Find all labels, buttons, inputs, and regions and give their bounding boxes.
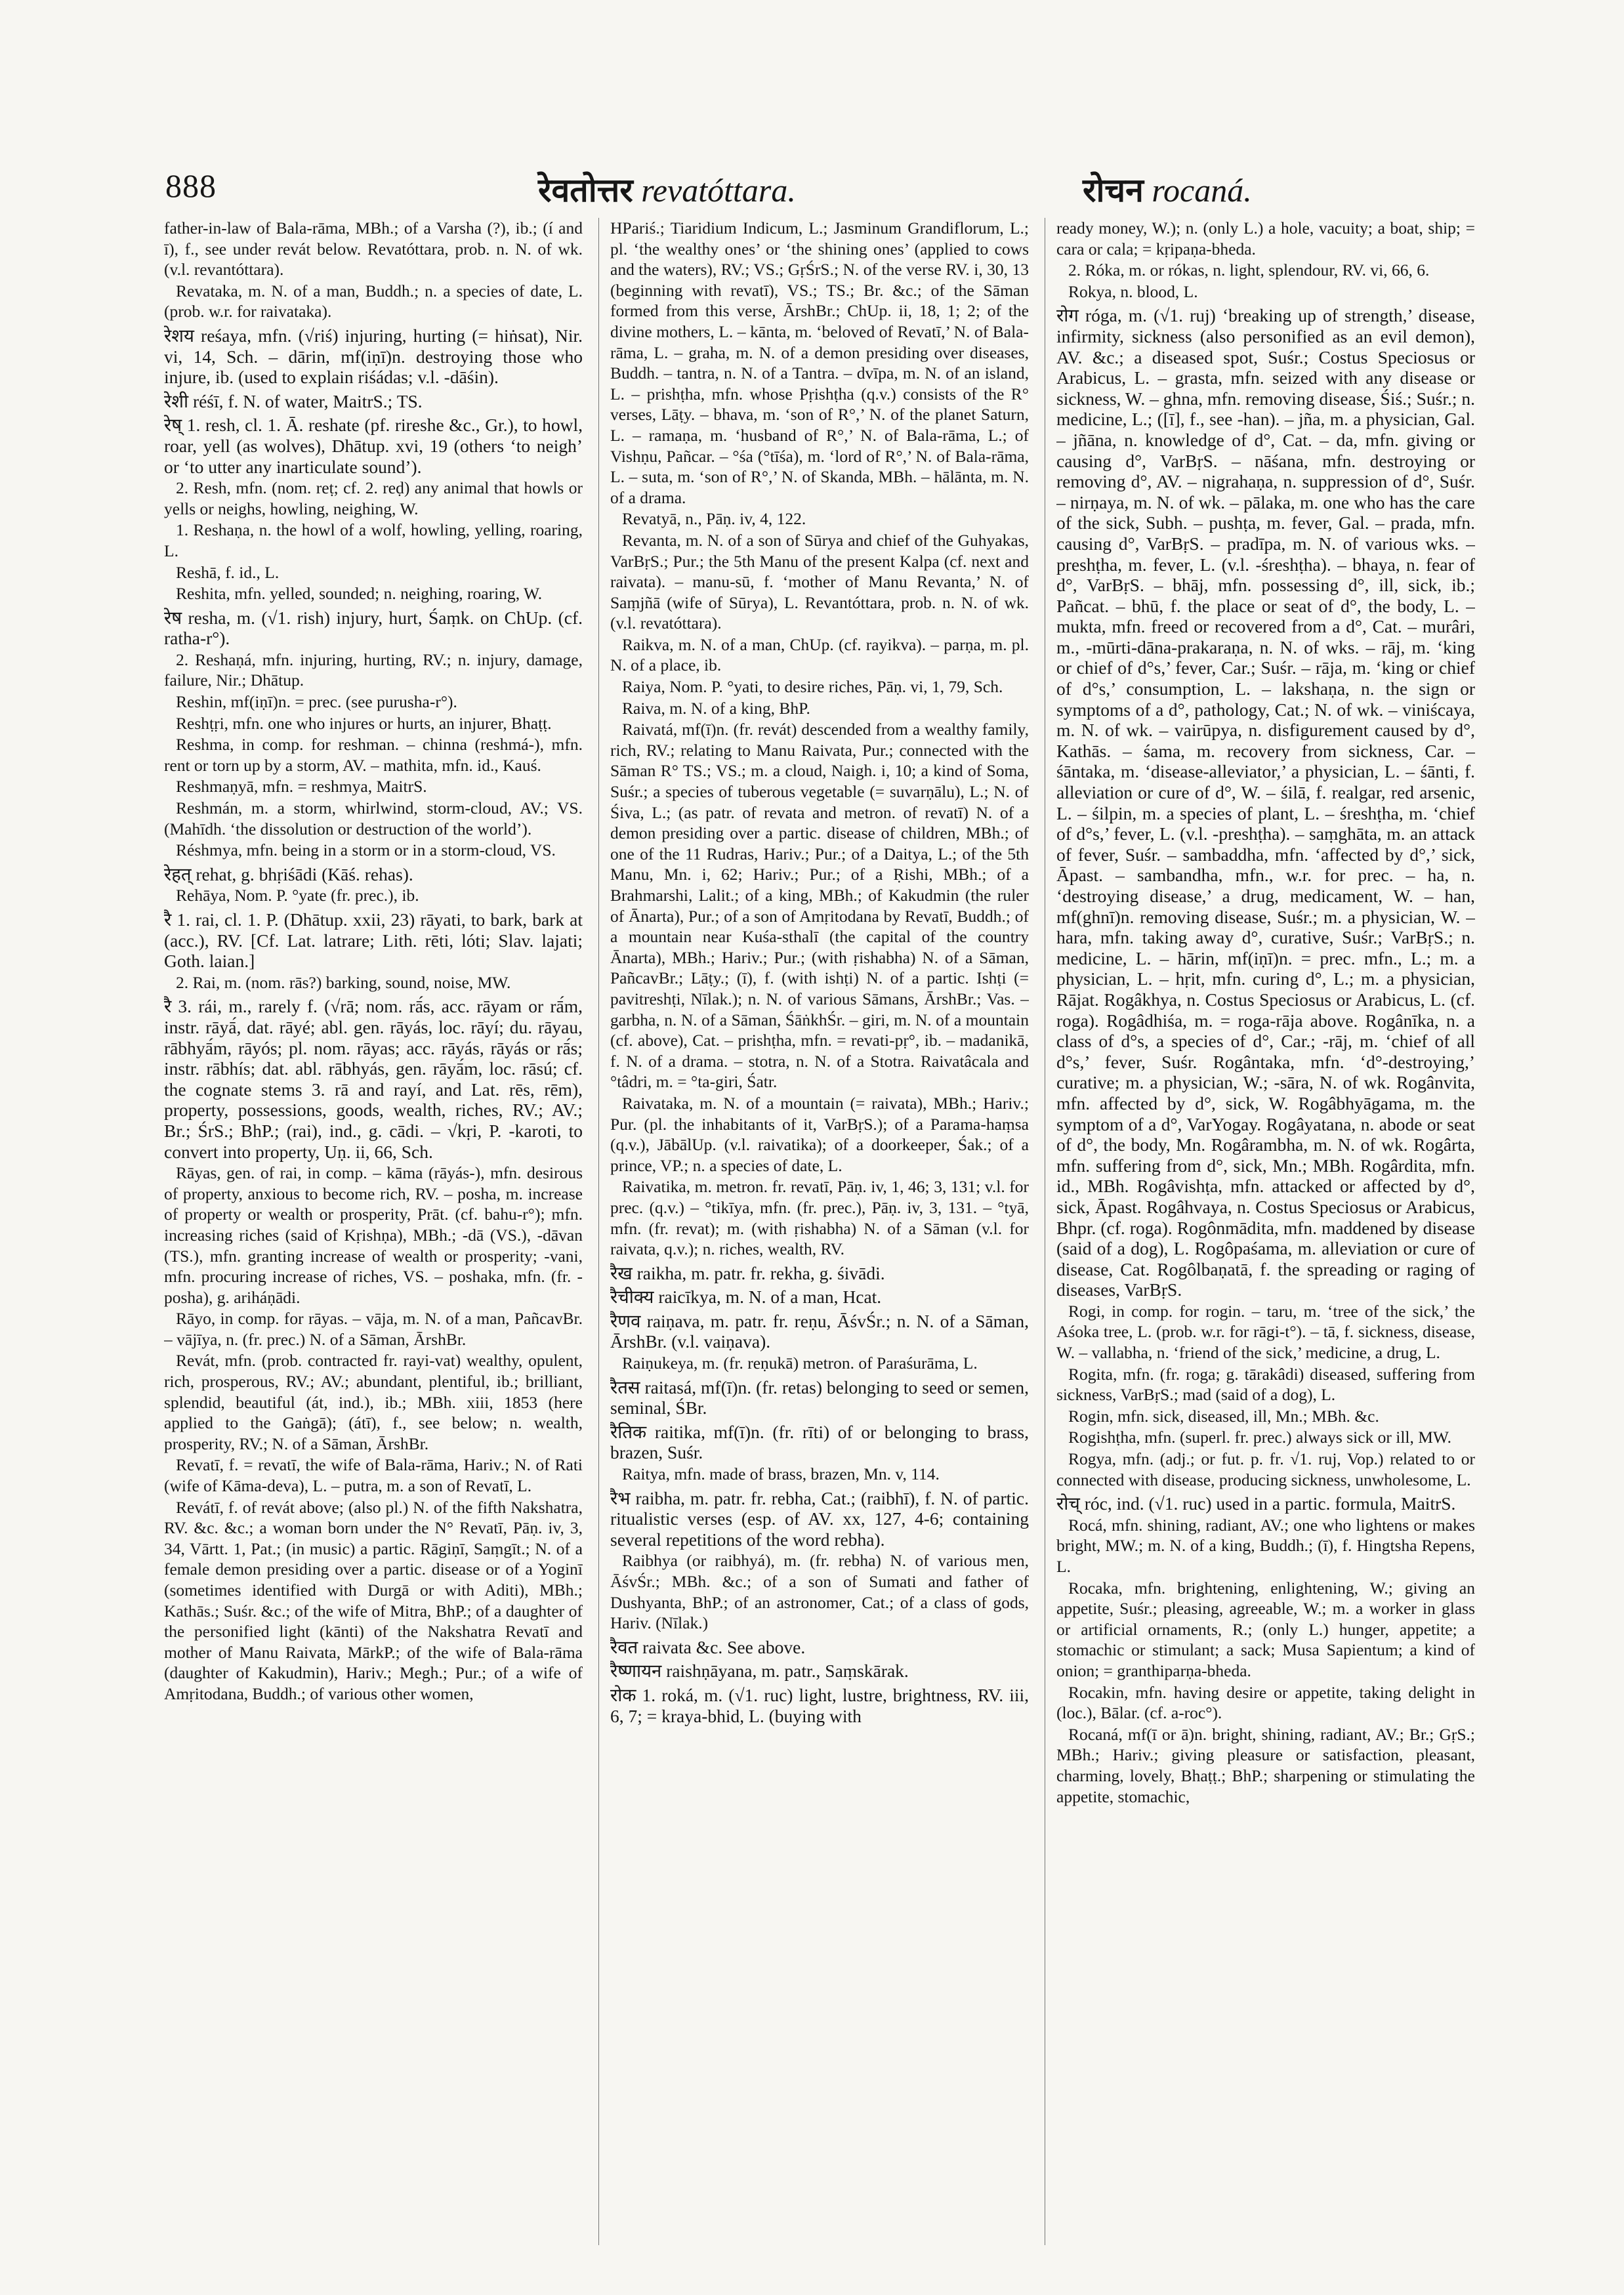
dictionary-entry: 2. Rai, m. (nom. rās?) barking, sound, noise, MW.: [176, 972, 511, 992]
header-right-romanized: rocaná.: [1152, 172, 1252, 209]
dictionary-entry: Rogita, mfn. (fr. roga; g. tārakâdi) diseased, suffering from sickness, VarBṛS.; mad (said of a dog), L.: [1056, 1364, 1475, 1405]
main-entry: रैष्णायन raishṇāyana, m. patr., Saṃskārak.: [610, 1661, 909, 1682]
dictionary-entry: 2. Reshaṇá, mfn. injuring, hurting, RV.; n. injury, damage, failure, Nir.; Dhātup.: [164, 650, 583, 690]
dictionary-entry: Réshmya, mfn. being in a storm or in a storm-cloud, VS.: [176, 840, 556, 860]
dictionary-entry: Rāyo, in comp. for rāyas. – vāja, m. N. of a man, PañcavBr. – vājīya, n. (fr. prec.) N. of a Sāman, ĀrshBr.: [164, 1309, 583, 1349]
dictionary-entry: Raiya, Nom. P. °yati, to desire riches, Pāṇ. vi, 1, 79, Sch.: [622, 677, 1003, 697]
main-entry: रैतस raitasá, mf(ī)n. (fr. retas) belonging to seed or semen, seminal, ŚBr.: [610, 1376, 1029, 1418]
dictionary-entry: Raitya, mfn. made of brass, brazen, Mn. v, 114.: [622, 1464, 940, 1484]
text-column-2: [610, 218, 1029, 2258]
main-entry: रोग róga, m. (√1. ruj) ‘breaking up of strength,’ disease, infirmity, sickness (also personified as an evil demon), AV. &c.; a diseased spot, Suśr.; Costus Speciosus or Arabicus, L. – grasta, mfn. seized with any disease or sickness, W. – ghna, mfn. removing disease, Śiś.; Suśr.; n. medicine, L.; ([ī], f., see -han). – jña, m. a physician, Gal. – jñāna, n. knowledge of d°, Cat. – da, mfn. giving or causing d°, VarBṛS. – nāśana, mfn. destroying or removing d°, AV. – nigrahaṇa, n. suppression of d°, Suśr. – nirṇaya, m. N. of wk. – pālaka, m. one who has the care of the sick, Subh. – pushṭa, m. fever, Gal. – prada, mfn. causing d°, VarBṛS. – pradīpa, m. N. of various wks. – preshṭha, m. fever, L. (v.l. -śreshṭha). – bhaya, n. fear of d°, VarBṛS. – bhāj, mfn. possessing d°, ill, sick, ib.; Pañcat. – bhū, f. the place or seat of d°, the body, L. – mukta, mfn. freed or recovered from a d°, Cat. – murâri, m., -mūrti-dāna-prakaraṇa, n. N. of wks. – rāj, m. ‘king or chief of d°s,’ fever, Car.; Suśr. – rāja, m. ‘king or chief of d°s,’ consumption, L. – lakshaṇa, n. the sign or symptoms of a d°, pathology, Cat.; N. of wk. – viniścaya, m. N. of wk. – vairūpya, n. disfigurement caused by d°, Kathās. – śama, m. recovery from sickness, Car. – śāntaka, m. ‘disease-alleviator,’ a physician, L. – śānti, f. alleviation or cure of d°, W. – śilā, f. realgar, red arsenic, L. – śilpin, m. a species of plant, L. – śreshṭha, m. ‘chief of d°s,’ fever, L. (v.l. -preshṭha). – saṃghāta, m. an attack of fever, Suśr. – sambaddha, mfn. ‘affected by d°,’ sick, Āpast. – sambandha, mfn., w.r. for prec. – ha, n. ‘destroying disease,’ a drug, medicament, W. – han, mf(ghnī)n. removing disease, Suśr.; m. a physician, W. – hara, mfn. taking away d°, curative, Suśr.; VarBṛS.; n. medicine, L. – hārin, mf(iṇī)n. = prec. mfn., L.; m. a physician, L. – hṛit, mfn. curing d°, L.; m. a physician, Rājat. Rogâkhya, n. Costus Speciosus or Arabicus, L. (cf. roga). Rogâdhiśa, m. = roga-rāja above. Rogânīka, n. a class of d°s, a species of d°, Car.; -rāj, m. ‘chief of all d°s,’ fever, Suśr. Rogântaka, mfn. ‘d°-destroying,’ curative; m. a physician, W.; -sāra, N. of wk. Rogânvita, mfn. affected by d°, sick, W. Rogâbhyāgama, m. the symptom of a d°, VarYogay. Rogâyatana, n. abode or seat of d°, the body, Mn. Rogârambha, m. N. of wk. Rogârta, mfn. suffering from d°, sick, Mn.; MBh. Rogârdita, mfn. id., MBh. Rogâvishṭa, mfn. attacked or affected by d°, sick, Āpast. Rogâhvaya, n. Costus Speciosus or Arabicus, Bhpr. (cf. roga). Rogônmādita, mfn. maddened by disease (said of a dog), L. Rogôpaśama, m. alleviation or cure of disease, Cat. Rogôlbaṇatā, f. the spreading or raging of diseases, VarBṛS.: [1056, 305, 1475, 1300]
dictionary-entry: Rocakin, mfn. having desire or appetite, taking delight in (loc.), Bālar. (cf. a-roc°).: [1056, 1682, 1475, 1723]
dictionary-entry: Reshmaṇyā, mfn. = reshmya, MaitrS.: [176, 777, 427, 796]
dictionary-entry: Reshma, in comp. for reshman. – chinna (reshmá-), mfn. rent or torn up by a storm, AV. – mathita, mfn. id., Kauś.: [164, 735, 583, 775]
dictionary-entry: Rokya, n. blood, L.: [1068, 281, 1198, 301]
dictionary-page: [164, 164, 1483, 2264]
main-entry: रेष resha, m. (√1. rish) injury, hurt, Śaṃk. on ChUp. (cf. ratha-r°).: [164, 607, 583, 649]
page-number: 888: [165, 167, 217, 204]
main-entry: रेष् 1. resh, cl. 1. Ā. reshate (pf. rireshe &c., Gr.), to howl, roar, yell (as wolves), Dhātup. xvi, 19 (others ‘to neigh’ or ‘to utter any inarticulate sound’).: [164, 415, 583, 477]
header-left-headword: [538, 167, 796, 211]
dictionary-entry: Rogya, mfn. (adj.; or fut. p. fr. √1. ruj, Vop.) related to or connected with disease, producing sickness, unwholesome, L.: [1056, 1449, 1475, 1489]
text-column-3: [1056, 218, 1475, 2258]
dictionary-entry: Reshā, f. id., L.: [176, 562, 280, 582]
header-left-devanagari: रेवतोत्तर: [538, 172, 633, 209]
main-entry: रोक 1. roká, m. (√1. ruc) light, lustre, brightness, RV. iii, 6, 7; = kraya-bhid, L. (buying with: [610, 1684, 1029, 1726]
dictionary-entry: Raivatá, mf(ī)n. (fr. revát) descended from a wealthy family, rich, RV.; relating to Manu Raivata, Pur.; connected with the Sāman R° TS.; VS.; m. a cloud, Naigh. i, 10; a kind of Soma, Suśr.; a species of tuberous vegetable (= suvarṇālu), L.; N. of Śiva, L.; (as patr. of revata and metron. of revatī) N. of a demon presiding over a partic. disease of children, MBh.; of one of the 11 Rudras, Hariv.; Pur.; of a Daitya, L.; of the 5th Manu, Mn. i, 62; Hariv.; Pur.; of a Ṛishi, MBh.; of a Brahmarshi, Lalit.; of a king, MBh.; of Kakudmin (the ruler of Ānarta), Pur.; of a son of Amṛitodana by Revatī, Buddh.; of a mountain near Kuśa-sthalī (the capital of the country Ānarta), MBh.; Hariv.; Pur.; (with ṛishabha) N. of a Sāman, PañcavBr.; Lāṭy.; (ī), f. (with ishṭi) N. of a partic. Ishṭi (= pavitreshṭi, Nīlak.); n. N. of various Sāmans, ĀrshBr.; Vas. – garbha, n. N. of a Sāman, ŚāṅkhŚr. – giri, m. N. of a mountain (cf. above), Cat. – prishṭha, mfn. = revati-pṛ°, ib. – madanikā, f. N. of a drama. – stotra, n. N. of a Stotra. Raivatâcala and °tâdri, m. = °ta-giri, Śatr.: [610, 720, 1029, 1092]
dictionary-entry: Reshmán, m. a storm, whirlwind, storm-cloud, AV.; VS. (Mahīdh. ‘the dissolution or destruction of the world’).: [164, 798, 583, 838]
dictionary-entry: Raikva, m. N. of a man, ChUp. (cf. rayikva). – parṇa, m. pl. N. of a place, ib.: [610, 634, 1029, 675]
main-entry: रेशी réśī, f. N. of water, MaitrS.; TS.: [164, 390, 423, 411]
dictionary-entry: Rocá, mfn. shining, radiant, AV.; one who lightens or makes bright, MW.; m. N. of a king, Buddh.; (ī), f. Hingtsha Repens, L.: [1056, 1515, 1475, 1576]
dictionary-entry: Reshita, mfn. yelled, sounded; n. neighing, roaring, W.: [176, 584, 543, 604]
main-entry: रैणव raiṇava, m. patr. fr. reṇu, ĀśvŚr.; n. N. of a Sāman, ĀrshBr. (v.l. vaiṇava).: [610, 1310, 1029, 1352]
dictionary-entry: Reshin, mf(iṇī)n. = prec. (see purusha-r°).: [176, 692, 457, 712]
dictionary-entry: Rehāya, Nom. P. °yate (fr. prec.), ib.: [176, 886, 419, 905]
dictionary-entry: HPariś.; Tiaridium Indicum, L.; Jasminum Grandiflorum, L.; pl. ‘the wealthy ones’ or ‘the shining ones’ (applied to cows and the waters), RV.; VS.; GṛŚrS.; N. of the verse RV. i, 30, 13 (beginning with revatī), VS.; TS.; Br. &c.; of the Sāman formed from this verse, ĀrshBr.; ChUp. ii, 18, 1; 2; of the divine mothers, L. – kānta, m. ‘beloved of Revatī,’ N. of Bala-rāma, L. – graha, m. N. of a demon presiding over diseases, Buddh. – tantra, n. N. of a Tantra. – dvīpa, m. N. of an island, L. – prishṭha, mfn. whose Pṛishṭha (q.v.) consists of the R° verses, Lāṭy. – bhava, m. ‘son of R°,’ N. of the planet Saturn, L. – ramaṇa, m. ‘husband of R°,’ N. of Bala-rāma, L.; of Vishṇu, Pañcar. – °śa (°tīśa), m. ‘lord of R°,’ N. of Bala-rāma, L. – suta, m. ‘son of R°,’ N. of Skanda, MBh. – hālānta, m. N. of a drama.: [610, 218, 1029, 507]
main-entry: रेहत् rehat, g. bhṛiśādi (Kāś. rehas).: [164, 863, 413, 884]
main-entry: रोच् róc, ind. (√1. ruc) used in a partic. formula, MaitrS.: [1056, 1493, 1456, 1514]
main-entry: रैतिक raitika, mf(ī)n. (fr. rīti) of or belonging to brass, brazen, Suśr.: [610, 1421, 1029, 1463]
main-entry: रैख raikha, m. patr. fr. rekha, g. śivādi.: [610, 1262, 885, 1283]
column-divider: [598, 218, 599, 2245]
dictionary-entry: Revátī, f. of revát above; (also pl.) N. of the fifth Nakshatra, RV. &c. &c.; a woman born under the N° Revatī, Pāṇ. iv, 3, 34, Vārtt. 1, Pat.; (in music) a partic. Rāgiṇī, Saṃgīt.; N. of a female demon presiding over a partic. disease or of a Yoginī (sometimes identified with Durgā or with Aditi), MBh.; Kathās.; Suśr. &c.; of the wife of Mitra, BhP.; of a daughter of the personified light (kānti) of the Nakshatra Revatī and mother of Manu Raivata, MārkP.; of the wife of Bala-rāma (daughter of Kakudmin), Hariv.; Megh.; Pur.; of a wife of Amṛitodana, Buddh.; of various other women,: [164, 1497, 583, 1703]
dictionary-entry: father-in-law of Bala-rāma, MBh.; of a Varsha (?), ib.; (í and ī), f., see under revát below. Revatóttara, prob. n. N. of wk. (v.l. revantóttara).: [164, 218, 583, 279]
dictionary-entry: Raibhya (or raibhyá), m. (fr. rebha) N. of various men, ĀśvŚr.; MBh. &c.; of a son of Sumati and father of Dushyanta, BhP.; of an astronomer, Cat.; of a class of gods, Hariv. (Nīlak.): [610, 1551, 1029, 1633]
text-column-1: [164, 218, 583, 2258]
dictionary-entry: Revatyā, n., Pāṇ. iv, 4, 122.: [622, 509, 806, 529]
dictionary-entry: Raivatika, m. metron. fr. revatī, Pāṇ. iv, 1, 46; 3, 131; v.l. for prec. (q.v.) – °tikīya, mfn. (fr. prec.), Pāṇ. iv, 3, 131. – °tyā, mfn. (fr. revat); m. (with ṛishabha) N. of a Sāman (v.l. for raivata, q.v.); n. riches, wealth, RV.: [610, 1177, 1029, 1259]
dictionary-entry: Rāyas, gen. of rai, in comp. – kāma (rāyás-), mfn. desirous of property, anxious to become rich, RV. – posha, m. increase of property or wealth or prosperity, Prāt. (cf. bahu-r°); mfn. increasing riches (said of Kṛishṇa), MBh.; -dā (VS.), -dāvan (TS.), mfn. granting increase of wealth or prosperity; -vani, mfn. procuring increase of riches, VS. – poshaka, mfn. (fr. -posha), g. ariháṇādi.: [164, 1163, 583, 1307]
dictionary-entry: Reshṭṛi, mfn. one who injures or hurts, an injurer, Bhaṭṭ.: [176, 713, 552, 733]
dictionary-entry: Rogin, mfn. sick, diseased, ill, Mn.; MBh. &c.: [1068, 1406, 1379, 1426]
dictionary-entry: Raivataka, m. N. of a mountain (= raivata), MBh.; Hariv.; Pur. (pl. the inhabitants of it, VarBṛS.); of a Parama-haṃsa (q.v.), JābālUp. (v.l. raivatika); of a doorkeeper, Śak.; of a prince, VP.; n. a species of date, L.: [610, 1093, 1029, 1175]
dictionary-entry: Rogi, in comp. for rogin. – taru, m. ‘tree of the sick,’ the Aśoka tree, L. (prob. w.r. for rāgi-t°). – tā, f. sickness, disease, W. – vallabha, n. ‘friend of the sick,’ medicine, a drug, L.: [1056, 1301, 1475, 1363]
main-entry: रैचीक्य raicīkya, m. N. of a man, Hcat.: [610, 1287, 882, 1308]
main-entry: रेशय reśaya, mfn. (√riś) injuring, hurting (= hiṅsat), Nir. vi, 14, Sch. – dārin, mf(iṇī)n. destroying those who injure, ib. (used to explain riśádas; v.l. -dāśin).: [164, 325, 583, 388]
dictionary-entry: 2. Róka, m. or rókas, n. light, splendour, RV. vi, 66, 6.: [1068, 260, 1430, 280]
dictionary-entry: Revatī, f. = revatī, the wife of Bala-rāma, Hariv.; N. of Rati (wife of Kāma-deva), L. – putra, m. a son of Revatī, L.: [164, 1455, 583, 1496]
main-entry: रै 3. rái, m., rarely f. (√rā; nom. rā́s, acc. rāyam or rā́m, instr. rāyā́, dat. rāyé; abl. gen. rāyás, loc. rāyí; du. rāyau, rābhyā́m, rāyós; pl. nom. rāyas; acc. rāyás, rāyás or rā́s; instr. rābhís; dat. abl. rābhyás, gen. rāyā́m, loc. rāsú; cf. the cognate stems 3. rā and rayí, and Lat. rēs, rēm), property, possessions, goods, wealth, riches, RV.; AV.; Br.; ŚrS.; BhP.; (rai), ind., g. cādi. – √kṛi, P. -karoti, to convert into property, Uṇ. ii, 66, Sch.: [164, 996, 583, 1162]
header-left-romanized: revatóttara.: [641, 172, 796, 209]
dictionary-entry: ready money, W.); n. (only L.) a hole, vacuity; a boat, ship; = cara or cala; = kṛipaṇa-bheda.: [1056, 218, 1475, 258]
main-entry: रैभ raibha, m. patr. fr. rebha, Cat.; (raibhī), f. N. of partic. ritualistic verses (esp. of AV. xx, 127, 4-6; containing several repetitions of the word rebha).: [610, 1487, 1029, 1550]
dictionary-entry: Rocaka, mfn. brightening, enlightening, W.; giving an appetite, Suśr.; pleasing, agreeable, W.; m. a worker in glass or artificial ornaments, R.; (only L.) hunger, appetite; a stomachic or stimulant; a sack; Musa Sapientum; a kind of onion; = granthiparṇa-bheda.: [1056, 1578, 1475, 1680]
running-header: [164, 164, 1483, 210]
dictionary-entry: Revát, mfn. (prob. contracted fr. rayi-vat) wealthy, opulent, rich, prosperous, RV.; AV.; abundant, plentiful, ib.; brilliant, splendid, beautiful (át, ind.), ib.; MBh. xiii, 1853 (here applied to the Gaṅgā); (átī), f., see below; n. wealth, prosperity, RV.; N. of a Sāman, ĀrshBr.: [164, 1351, 583, 1453]
header-right-headword: [1083, 167, 1252, 211]
dictionary-entry: 2. Resh, mfn. (nom. reṭ; cf. 2. reḍ) any animal that howls or yells or neighs, howling, neighing, W.: [164, 478, 583, 518]
dictionary-entry: 1. Reshaṇa, n. the howl of a wolf, howling, yelling, roaring, L.: [164, 520, 583, 560]
dictionary-entry: Raiṇukeya, m. (fr. reṇukā) metron. of Paraśurāma, L.: [622, 1354, 978, 1373]
dictionary-entry: Revataka, m. N. of a man, Buddh.; n. a species of date, L. (prob. w.r. for raivataka).: [164, 281, 583, 321]
main-entry: रै 1. rai, cl. 1. P. (Dhātup. xxii, 23) rāyati, to bark, bark at (acc.), RV. [Cf. Lat. latrare; Lith. rēti, lóti; Slav. lajati; Goth. laian.]: [164, 909, 583, 972]
dictionary-entry: Revanta, m. N. of a son of Sūrya and chief of the Guhyakas, VarBṛS.; Pur.; the 5th Manu of the present Kalpa (cf. next and raivata). – manu-sū, f. ‘mother of Manu Revanta,’ N. of Saṃjñā (wife of Sūrya), L. Revantóttara, prob. n. N. of wk. (v.l. revatóttara).: [610, 530, 1029, 633]
header-right-devanagari: रोचन: [1083, 172, 1144, 209]
dictionary-entry: Rocaná, mf(ī or ā)n. bright, shining, radiant, AV.; Br.; GṛS.; MBh.; Hariv.; giving pleasure or satisfaction, pleasant, charming, lovely, Bhaṭṭ.; BhP.; sharpening or stimulating the appetite, stomachic,: [1056, 1724, 1475, 1806]
main-entry: रैवत raivata &c. See above.: [610, 1636, 806, 1657]
dictionary-entry: Raiva, m. N. of a king, BhP.: [622, 698, 810, 718]
dictionary-entry: Rogishṭha, mfn. (superl. fr. prec.) always sick or ill, MW.: [1068, 1428, 1452, 1447]
